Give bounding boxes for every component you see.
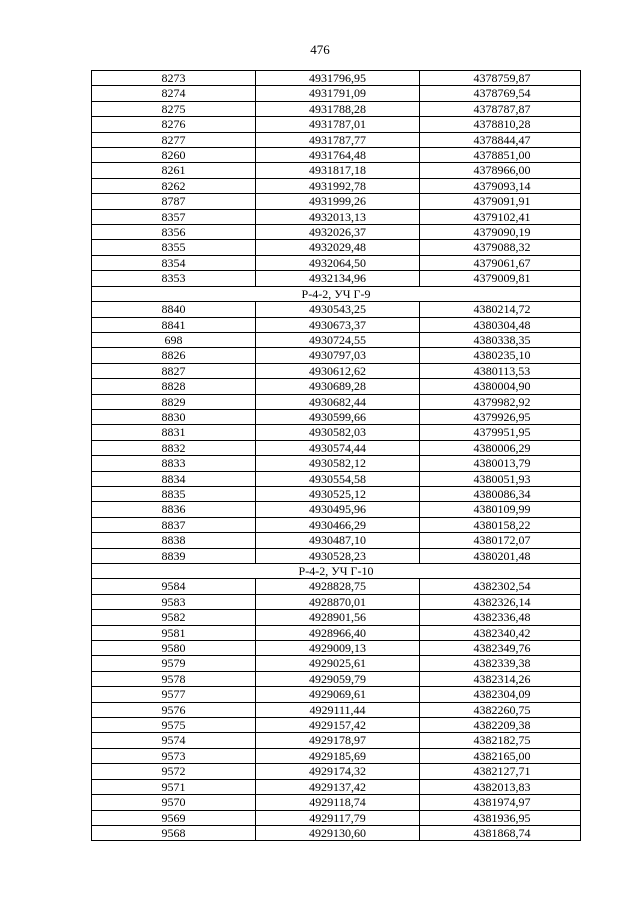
point-id-cell: 8277 xyxy=(92,132,256,147)
point-id-cell: 9568 xyxy=(92,825,256,840)
x-coordinate-cell: 4930689,28 xyxy=(256,379,420,394)
y-coordinate-cell: 4382182,75 xyxy=(420,733,581,748)
x-coordinate-cell: 4930543,25 xyxy=(256,302,420,317)
point-id-cell: 8355 xyxy=(92,240,256,255)
y-coordinate-cell: 4381936,95 xyxy=(420,810,581,825)
x-coordinate-cell: 4932064,50 xyxy=(256,255,420,270)
table-row xyxy=(92,610,581,625)
coordinates-table xyxy=(91,70,581,841)
point-id-cell: 9579 xyxy=(92,656,256,671)
y-coordinate-cell: 4382013,83 xyxy=(420,779,581,794)
x-coordinate-cell: 4930724,55 xyxy=(256,332,420,347)
section-label: Р-4-2, УЧ Г-9 xyxy=(92,286,581,301)
point-id-cell: 9573 xyxy=(92,748,256,763)
x-coordinate-cell: 4931791,09 xyxy=(256,86,420,101)
y-coordinate-cell: 4382304,09 xyxy=(420,687,581,702)
x-coordinate-cell: 4930487,10 xyxy=(256,533,420,548)
y-coordinate-cell: 4382314,26 xyxy=(420,671,581,686)
x-coordinate-cell: 4932026,37 xyxy=(256,225,420,240)
point-id-cell: 8275 xyxy=(92,101,256,116)
point-id-cell: 8831 xyxy=(92,425,256,440)
table-row xyxy=(92,810,581,825)
point-id-cell: 8356 xyxy=(92,225,256,240)
x-coordinate-cell: 4930673,37 xyxy=(256,317,420,332)
x-coordinate-cell: 4930797,03 xyxy=(256,348,420,363)
point-id-cell: 9570 xyxy=(92,795,256,810)
x-coordinate-cell: 4930612,62 xyxy=(256,363,420,378)
x-coordinate-cell: 4931796,95 xyxy=(256,71,420,86)
y-coordinate-cell: 4379102,41 xyxy=(420,209,581,224)
table-row xyxy=(92,702,581,717)
table-row xyxy=(92,656,581,671)
x-coordinate-cell: 4931992,78 xyxy=(256,178,420,193)
x-coordinate-cell: 4931788,28 xyxy=(256,101,420,116)
table-row xyxy=(92,579,581,594)
point-id-cell: 9575 xyxy=(92,718,256,733)
x-coordinate-cell: 4929025,61 xyxy=(256,656,420,671)
x-coordinate-cell: 4929178,97 xyxy=(256,733,420,748)
point-id-cell: 8276 xyxy=(92,117,256,132)
x-coordinate-cell: 4930682,44 xyxy=(256,394,420,409)
table-row xyxy=(92,163,581,178)
point-id-cell: 9569 xyxy=(92,810,256,825)
y-coordinate-cell: 4382302,54 xyxy=(420,579,581,594)
x-coordinate-cell: 4931817,18 xyxy=(256,163,420,178)
x-coordinate-cell: 4929117,79 xyxy=(256,810,420,825)
y-coordinate-cell: 4382326,14 xyxy=(420,594,581,609)
table-row xyxy=(92,101,581,116)
x-coordinate-cell: 4929185,69 xyxy=(256,748,420,763)
y-coordinate-cell: 4378769,54 xyxy=(420,86,581,101)
point-id-cell: 9581 xyxy=(92,625,256,640)
table-row xyxy=(92,394,581,409)
section-label: Р-4-2, УЧ Г-10 xyxy=(92,564,581,579)
point-id-cell: 8840 xyxy=(92,302,256,317)
y-coordinate-cell: 4379061,67 xyxy=(420,255,581,270)
table-row xyxy=(92,148,581,163)
y-coordinate-cell: 4378759,87 xyxy=(420,71,581,86)
point-id-cell: 8826 xyxy=(92,348,256,363)
x-coordinate-cell: 4931999,26 xyxy=(256,194,420,209)
point-id-cell: 8260 xyxy=(92,148,256,163)
table-row xyxy=(92,240,581,255)
table-row xyxy=(92,533,581,548)
x-coordinate-cell: 4928901,56 xyxy=(256,610,420,625)
y-coordinate-cell: 4382339,38 xyxy=(420,656,581,671)
table-row xyxy=(92,317,581,332)
table-row xyxy=(92,363,581,378)
point-id-cell: 8837 xyxy=(92,517,256,532)
x-coordinate-cell: 4931787,77 xyxy=(256,132,420,147)
x-coordinate-cell: 4932013,13 xyxy=(256,209,420,224)
x-coordinate-cell: 4929111,44 xyxy=(256,702,420,717)
table-row xyxy=(92,718,581,733)
y-coordinate-cell: 4380201,48 xyxy=(420,548,581,563)
point-id-cell: 8828 xyxy=(92,379,256,394)
table-row xyxy=(92,795,581,810)
point-id-cell: 8832 xyxy=(92,440,256,455)
table-row xyxy=(92,456,581,471)
table-row xyxy=(92,471,581,486)
point-id-cell: 8354 xyxy=(92,255,256,270)
y-coordinate-cell: 4379091,91 xyxy=(420,194,581,209)
table-row xyxy=(92,379,581,394)
y-coordinate-cell: 4379951,95 xyxy=(420,425,581,440)
point-id-cell: 8830 xyxy=(92,409,256,424)
x-coordinate-cell: 4930525,12 xyxy=(256,486,420,501)
table-row xyxy=(92,764,581,779)
x-coordinate-cell: 4928966,40 xyxy=(256,625,420,640)
x-coordinate-cell: 4929157,42 xyxy=(256,718,420,733)
page-number: 476 xyxy=(310,42,330,57)
x-coordinate-cell: 4930574,44 xyxy=(256,440,420,455)
x-coordinate-cell: 4929118,74 xyxy=(256,795,420,810)
y-coordinate-cell: 4380109,99 xyxy=(420,502,581,517)
x-coordinate-cell: 4929137,42 xyxy=(256,779,420,794)
point-id-cell: 8827 xyxy=(92,363,256,378)
table-row xyxy=(92,225,581,240)
x-coordinate-cell: 4930599,66 xyxy=(256,409,420,424)
y-coordinate-cell: 4380338,35 xyxy=(420,332,581,347)
table-row xyxy=(92,486,581,501)
y-coordinate-cell: 4380304,48 xyxy=(420,317,581,332)
y-coordinate-cell: 4379926,95 xyxy=(420,409,581,424)
y-coordinate-cell: 4382340,42 xyxy=(420,625,581,640)
x-coordinate-cell: 4931764,48 xyxy=(256,148,420,163)
table-row xyxy=(92,748,581,763)
table-row xyxy=(92,271,581,286)
table-row xyxy=(92,348,581,363)
point-id-cell: 8787 xyxy=(92,194,256,209)
table-row xyxy=(92,548,581,563)
point-id-cell: 698 xyxy=(92,332,256,347)
table-row xyxy=(92,86,581,101)
coordinates-table-body xyxy=(92,71,581,841)
table-row xyxy=(92,687,581,702)
x-coordinate-cell: 4929059,79 xyxy=(256,671,420,686)
point-id-cell: 8836 xyxy=(92,502,256,517)
y-coordinate-cell: 4380214,72 xyxy=(420,302,581,317)
table-row xyxy=(92,132,581,147)
table-row xyxy=(92,517,581,532)
y-coordinate-cell: 4382127,71 xyxy=(420,764,581,779)
point-id-cell: 8261 xyxy=(92,163,256,178)
point-id-cell: 8353 xyxy=(92,271,256,286)
table-row xyxy=(92,194,581,209)
point-id-cell: 8835 xyxy=(92,486,256,501)
y-coordinate-cell: 4380004,90 xyxy=(420,379,581,394)
table-row xyxy=(92,71,581,86)
x-coordinate-cell: 4929174,32 xyxy=(256,764,420,779)
point-id-cell: 9576 xyxy=(92,702,256,717)
point-id-cell: 8357 xyxy=(92,209,256,224)
x-coordinate-cell: 4930582,12 xyxy=(256,456,420,471)
section-header-row xyxy=(92,286,581,301)
y-coordinate-cell: 4380235,10 xyxy=(420,348,581,363)
point-id-cell: 8838 xyxy=(92,533,256,548)
point-id-cell: 9580 xyxy=(92,641,256,656)
y-coordinate-cell: 4380051,93 xyxy=(420,471,581,486)
y-coordinate-cell: 4380113,53 xyxy=(420,363,581,378)
table-row xyxy=(92,779,581,794)
table-row xyxy=(92,117,581,132)
table-row xyxy=(92,332,581,347)
point-id-cell: 9583 xyxy=(92,594,256,609)
table-row xyxy=(92,178,581,193)
table-row xyxy=(92,502,581,517)
table-row xyxy=(92,440,581,455)
x-coordinate-cell: 4930528,23 xyxy=(256,548,420,563)
y-coordinate-cell: 4378966,00 xyxy=(420,163,581,178)
y-coordinate-cell: 4379093,14 xyxy=(420,178,581,193)
point-id-cell: 8273 xyxy=(92,71,256,86)
table-row xyxy=(92,209,581,224)
y-coordinate-cell: 4381974,97 xyxy=(420,795,581,810)
table-row xyxy=(92,641,581,656)
table-row xyxy=(92,825,581,840)
table-row xyxy=(92,671,581,686)
x-coordinate-cell: 4929130,60 xyxy=(256,825,420,840)
point-id-cell: 9571 xyxy=(92,779,256,794)
y-coordinate-cell: 4382165,00 xyxy=(420,748,581,763)
point-id-cell: 8839 xyxy=(92,548,256,563)
y-coordinate-cell: 4380013,79 xyxy=(420,456,581,471)
x-coordinate-cell: 4928828,75 xyxy=(256,579,420,594)
point-id-cell: 8833 xyxy=(92,456,256,471)
point-id-cell: 9572 xyxy=(92,764,256,779)
y-coordinate-cell: 4378810,28 xyxy=(420,117,581,132)
y-coordinate-cell: 4380158,22 xyxy=(420,517,581,532)
y-coordinate-cell: 4381868,74 xyxy=(420,825,581,840)
y-coordinate-cell: 4379088,32 xyxy=(420,240,581,255)
point-id-cell: 9582 xyxy=(92,610,256,625)
x-coordinate-cell: 4930495,96 xyxy=(256,502,420,517)
y-coordinate-cell: 4380172,07 xyxy=(420,533,581,548)
y-coordinate-cell: 4382349,76 xyxy=(420,641,581,656)
x-coordinate-cell: 4929009,13 xyxy=(256,641,420,656)
point-id-cell: 8829 xyxy=(92,394,256,409)
x-coordinate-cell: 4932029,48 xyxy=(256,240,420,255)
table-row xyxy=(92,594,581,609)
table-row xyxy=(92,302,581,317)
section-header-row xyxy=(92,564,581,579)
point-id-cell: 9578 xyxy=(92,671,256,686)
x-coordinate-cell: 4928870,01 xyxy=(256,594,420,609)
x-coordinate-cell: 4930582,03 xyxy=(256,425,420,440)
point-id-cell: 9574 xyxy=(92,733,256,748)
y-coordinate-cell: 4379009,81 xyxy=(420,271,581,286)
y-coordinate-cell: 4379982,92 xyxy=(420,394,581,409)
y-coordinate-cell: 4378851,00 xyxy=(420,148,581,163)
x-coordinate-cell: 4932134,96 xyxy=(256,271,420,286)
y-coordinate-cell: 4380006,29 xyxy=(420,440,581,455)
y-coordinate-cell: 4382260,75 xyxy=(420,702,581,717)
y-coordinate-cell: 4382209,38 xyxy=(420,718,581,733)
point-id-cell: 8262 xyxy=(92,178,256,193)
table-row xyxy=(92,733,581,748)
y-coordinate-cell: 4382336,48 xyxy=(420,610,581,625)
point-id-cell: 8274 xyxy=(92,86,256,101)
y-coordinate-cell: 4379090,19 xyxy=(420,225,581,240)
x-coordinate-cell: 4931787,01 xyxy=(256,117,420,132)
point-id-cell: 8841 xyxy=(92,317,256,332)
point-id-cell: 8834 xyxy=(92,471,256,486)
x-coordinate-cell: 4930466,29 xyxy=(256,517,420,532)
y-coordinate-cell: 4380086,34 xyxy=(420,486,581,501)
y-coordinate-cell: 4378787,87 xyxy=(420,101,581,116)
x-coordinate-cell: 4930554,58 xyxy=(256,471,420,486)
table-row xyxy=(92,625,581,640)
table-row xyxy=(92,409,581,424)
point-id-cell: 9577 xyxy=(92,687,256,702)
x-coordinate-cell: 4929069,61 xyxy=(256,687,420,702)
table-row xyxy=(92,425,581,440)
y-coordinate-cell: 4378844,47 xyxy=(420,132,581,147)
table-row xyxy=(92,255,581,270)
point-id-cell: 9584 xyxy=(92,579,256,594)
